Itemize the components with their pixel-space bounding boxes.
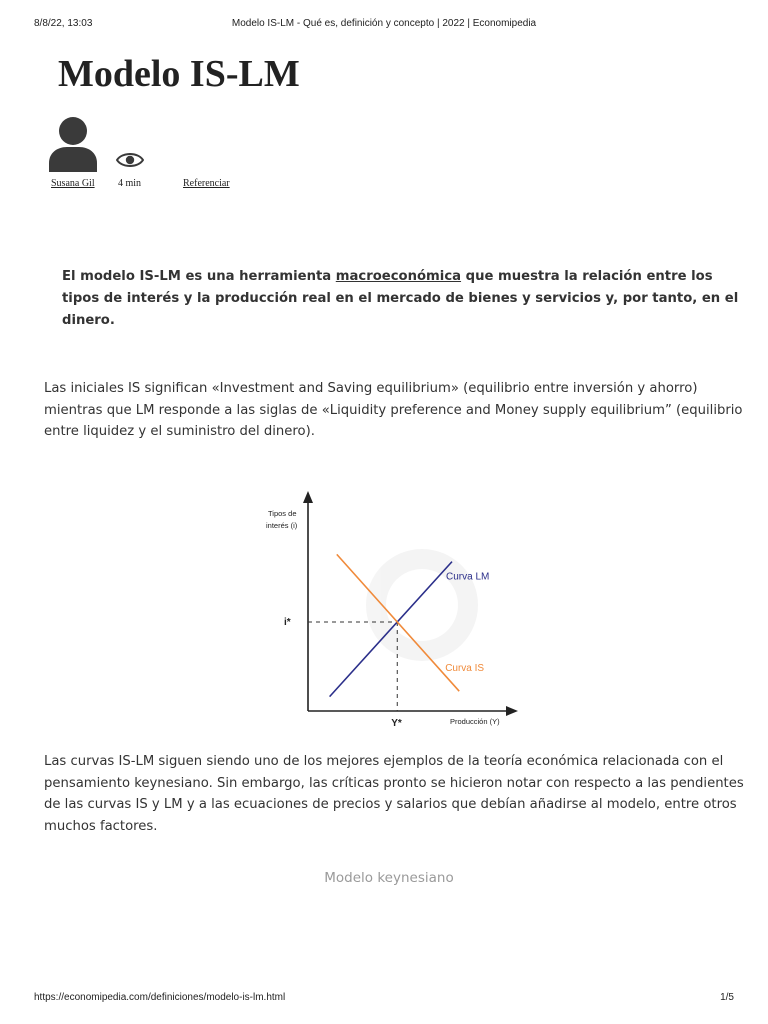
eye-icon — [116, 150, 144, 170]
print-url: https://economipedia.com/definiciones/modelo-is-lm.html — [34, 992, 286, 1003]
cite-link[interactable]: Referenciar — [183, 178, 230, 189]
user-icon-body — [49, 147, 97, 172]
user-icon — [47, 116, 99, 172]
y-axis-label-line1: Tipos de — [268, 509, 297, 518]
x-axis-arrow — [506, 706, 518, 716]
paragraph-is-lm-meaning: Las iniciales IS significan «Investment and Saving equilibrium» (equilibrio entre inversión y ahorro) mientras que LM responde a las siglas de «Liquidity preference and Money supply equilibrium” (equilibrio entre liquidez y el suministro del dinero). — [44, 381, 743, 439]
lead-paragraph — [62, 266, 742, 332]
lead-text-start: El modelo IS-LM es una herramienta — [62, 269, 336, 284]
article-title: Modelo IS-LM — [58, 53, 300, 95]
equilibrium-output-label: Y* — [391, 718, 402, 729]
macroeconomica-link[interactable]: macroeconómica — [335, 269, 462, 284]
print-page-title: Modelo IS-LM - Qué es, definición y concepto | 2022 | Economipedia — [231, 18, 537, 29]
is-lm-chart — [262, 487, 524, 733]
y-axis-label-line2: interés (i) — [266, 521, 298, 530]
read-time: 4 min — [118, 178, 142, 189]
lm-curve-label: Curva LM — [446, 571, 490, 583]
y-axis-arrow — [303, 491, 313, 503]
print-page-number: 1/5 — [720, 992, 734, 1003]
x-axis-label: Producción (Y) — [450, 717, 500, 726]
user-icon-head — [59, 117, 87, 145]
related-link-modelo-keynesiano[interactable]: Modelo keynesiano — [324, 870, 454, 886]
eye-icon-pupil — [126, 156, 134, 164]
print-header — [0, 18, 768, 32]
is-curve-label: Curva IS — [445, 663, 485, 675]
author-link[interactable]: Susana Gil — [51, 178, 95, 189]
print-footer — [0, 992, 768, 1006]
print-date: 8/8/22, 13:03 — [34, 18, 93, 29]
paragraph-keynesian: Las curvas IS-LM siguen siendo uno de los mejores ejemplos de la teoría económica relacionada con el pensamiento keynesiano. Sin embargo, las críticas pronto se hicieron notar con respecto a las pendientes de las curvas IS y LM y a las ecuaciones de precios y salarios que debían añadirse al modelo, entre otros muchos factores. — [44, 754, 744, 834]
equilibrium-rate-label: i* — [284, 616, 291, 628]
lead-text-end: que muestra la relación entre los tipos de interés y la producción real en el mercado de bienes y servicios y, por tanto, en el dinero. — [62, 269, 739, 328]
